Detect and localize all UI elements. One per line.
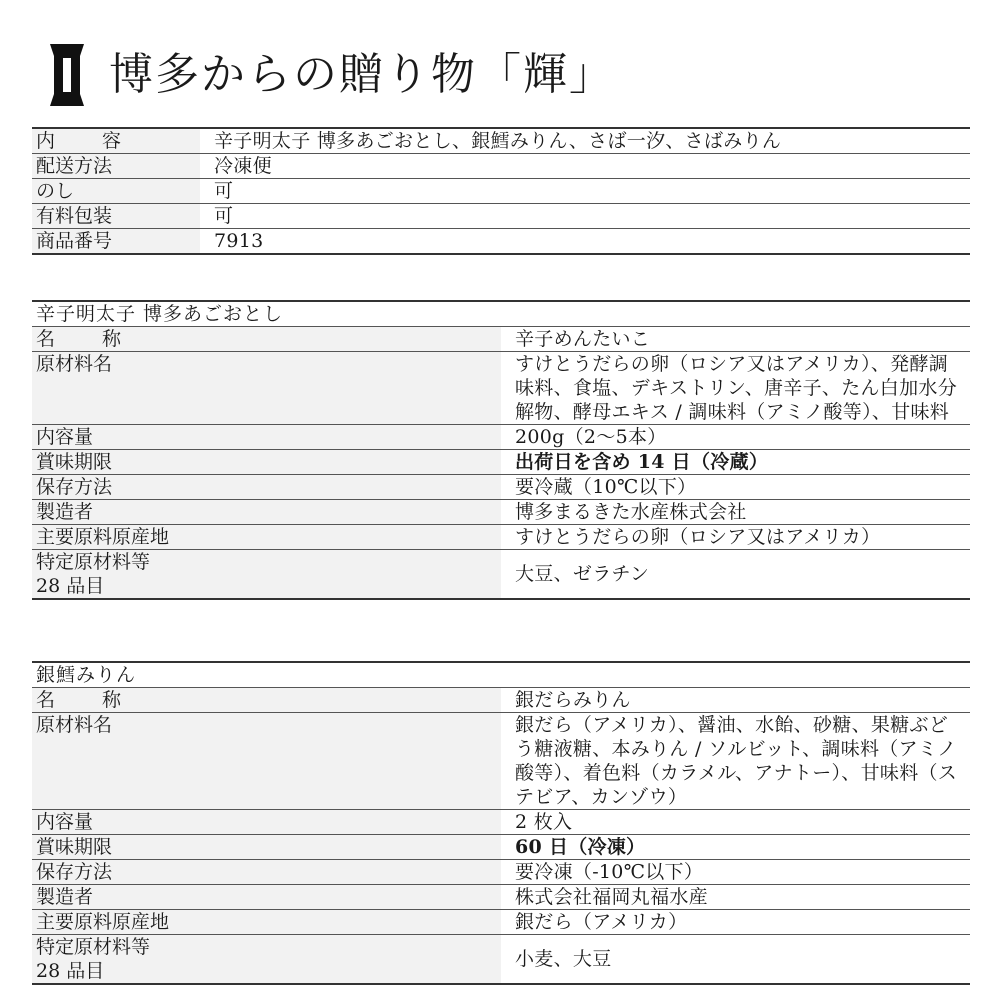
overview-label-content: 内 容 xyxy=(32,128,200,154)
overview-value-wrapping: 可 xyxy=(200,204,970,229)
product2-allergen-label-line2: 28 品目 xyxy=(36,960,105,982)
product2-row-amount xyxy=(32,810,970,835)
product2-row-allergens xyxy=(32,935,970,985)
overview-value-product-number: 7913 xyxy=(200,229,970,255)
overview-label-delivery: 配送方法 xyxy=(32,154,200,179)
product1-value-storage: 要冷蔵（10℃以下） xyxy=(501,475,970,500)
product1-label-origin: 主要原料原産地 xyxy=(32,525,501,550)
product1-row-expiry xyxy=(32,450,970,475)
product2-row-name xyxy=(32,688,970,713)
overview-value-delivery: 冷凍便 xyxy=(200,154,970,179)
product1-row-storage xyxy=(32,475,970,500)
product1-ingredients-text: すけとうだらの卵（ロシア又はアメリカ）、発酵調味料、食塩、デキストリン、唐辛子、たん白加水分解物、酵母エキス / 調味料（アミノ酸等）、甘味料 xyxy=(515,353,958,423)
product1-value-origin: すけとうだらの卵（ロシア又はアメリカ） xyxy=(501,525,970,550)
overview-table xyxy=(32,127,970,255)
product1-allergen-label-line2: 28 品目 xyxy=(36,575,105,597)
product1-value-name: 辛子めんたいこ xyxy=(501,327,970,352)
product1-value-amount: 200g（2〜5本） xyxy=(501,425,970,450)
product2-section-row xyxy=(32,662,970,688)
product1-label-maker: 製造者 xyxy=(32,500,501,525)
product1-value-ingredients xyxy=(501,352,970,425)
product2-row-origin xyxy=(32,910,970,935)
overview-label-noshi: のし xyxy=(32,179,200,204)
product1-row-maker xyxy=(32,500,970,525)
product2-label-amount: 内容量 xyxy=(32,810,501,835)
product2-value-expiry: 60 日（冷凍） xyxy=(501,835,970,860)
product2-allergen-label-line1: 特定原材料等 xyxy=(36,936,151,958)
overview-value-content: 辛子明太子 博多あごおとし、銀鱈みりん、さば一汐、さばみりん xyxy=(200,128,970,154)
overview-row-product-number xyxy=(32,229,970,255)
product1-label-amount: 内容量 xyxy=(32,425,501,450)
overview-row-delivery xyxy=(32,154,970,179)
product2-value-name: 銀だらみりん xyxy=(501,688,970,713)
product1-row-ingredients xyxy=(32,352,970,425)
pillar-logo-icon xyxy=(47,42,87,108)
product2-label-storage: 保存方法 xyxy=(32,860,501,885)
page-title-text: 博多からの贈り物「輝」 xyxy=(109,49,615,100)
product2-label-allergens xyxy=(32,935,501,985)
overview-label-product-number: 商品番号 xyxy=(32,229,200,255)
overview-value-noshi: 可 xyxy=(200,179,970,204)
product1-label-expiry: 賞味期限 xyxy=(32,450,501,475)
product2-row-storage xyxy=(32,860,970,885)
overview-label-wrapping: 有料包装 xyxy=(32,204,200,229)
product1-label-name: 名 称 xyxy=(32,327,501,352)
product2-section-title: 銀鱈みりん xyxy=(32,662,970,688)
product2-value-storage: 要冷凍（-10℃以下） xyxy=(501,860,970,885)
product2-row-maker xyxy=(32,885,970,910)
product2-value-origin: 銀だら（アメリカ） xyxy=(501,910,970,935)
product2-label-name: 名 称 xyxy=(32,688,501,713)
product1-section-title: 辛子明太子 博多あごおとし xyxy=(32,301,970,327)
product2-label-ingredients: 原材料名 xyxy=(32,713,501,810)
overview-row-noshi xyxy=(32,179,970,204)
product2-row-ingredients xyxy=(32,713,970,810)
product1-label-ingredients: 原材料名 xyxy=(32,352,501,425)
product1-value-allergens: 大豆、ゼラチン xyxy=(501,550,970,600)
product1-row-amount xyxy=(32,425,970,450)
product2-value-amount: 2 枚入 xyxy=(501,810,970,835)
product1-value-maker: 博多まるきた水産株式会社 xyxy=(501,500,970,525)
overview-row-wrapping xyxy=(32,204,970,229)
product1-allergen-label-line1: 特定原材料等 xyxy=(36,551,151,573)
product1-row-origin xyxy=(32,525,970,550)
product2-label-maker: 製造者 xyxy=(32,885,501,910)
product1-section-row xyxy=(32,301,970,327)
product2-table xyxy=(32,661,970,985)
product2-value-maker: 株式会社福岡丸福水産 xyxy=(501,885,970,910)
product2-label-origin: 主要原料原産地 xyxy=(32,910,501,935)
product1-row-name xyxy=(32,327,970,352)
product1-label-allergens xyxy=(32,550,501,600)
product1-value-expiry: 出荷日を含め 14 日（冷蔵） xyxy=(501,450,970,475)
product1-row-allergens xyxy=(32,550,970,600)
product2-label-expiry: 賞味期限 xyxy=(32,835,501,860)
product2-value-ingredients: 銀だら（アメリカ）、醤油、水飴、砂糖、果糖ぶどう糖液糖、本みりん / ソルビット、調味料（アミノ酸等）、着色料（カラメル、アナトー）、甘味料（ステビア、カンゾウ） xyxy=(501,713,970,810)
product1-label-storage: 保存方法 xyxy=(32,475,501,500)
product2-value-allergens: 小麦、大豆 xyxy=(501,935,970,985)
product2-row-expiry xyxy=(32,835,970,860)
page-title xyxy=(47,40,615,110)
overview-row-content xyxy=(32,128,970,154)
product1-table xyxy=(32,300,970,600)
